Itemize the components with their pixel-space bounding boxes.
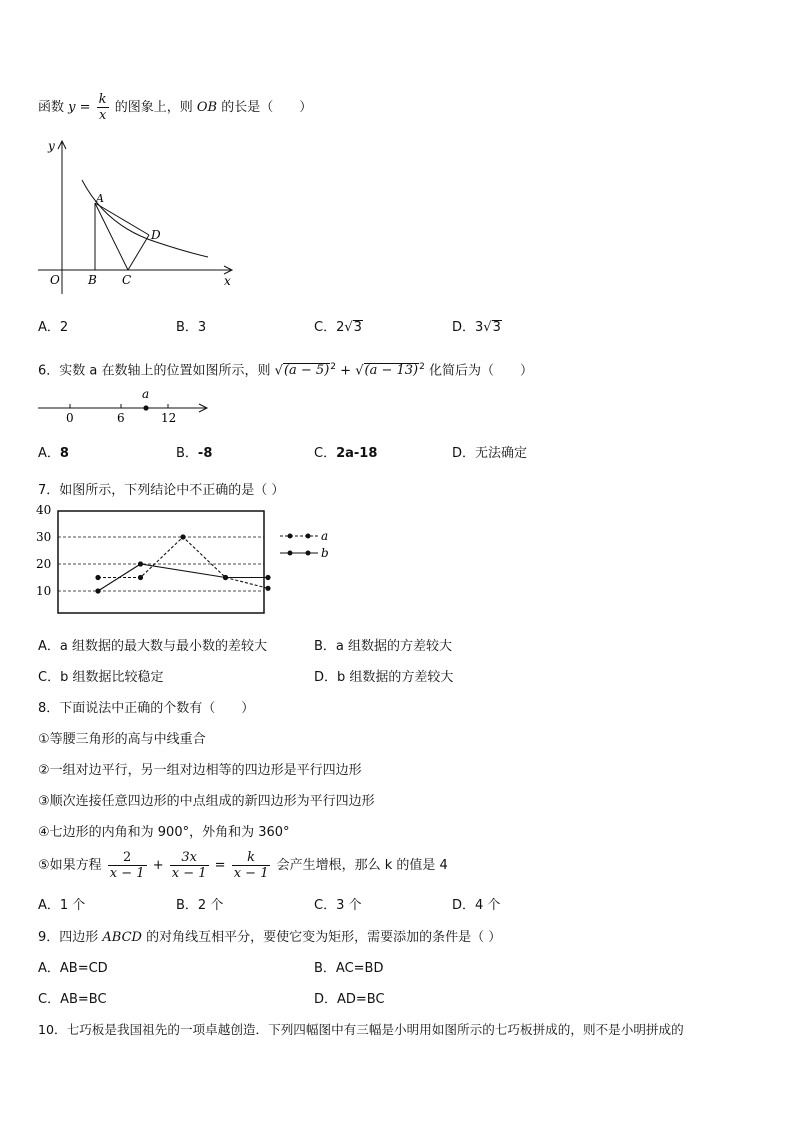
chart-frame xyxy=(58,511,264,613)
label-A: A xyxy=(96,192,104,205)
q5-option-d[interactable]: D．3√3 xyxy=(452,320,501,335)
series-a-point-3 xyxy=(180,534,185,539)
series-a-point-2 xyxy=(138,575,143,580)
q8-option-c[interactable]: C．3 个 xyxy=(314,898,362,913)
q9-stem: 9．四边形 ABCD 的对角线互相平分，要使它变为矩形，需要添加的条件是（ ） xyxy=(38,930,502,945)
y-tick-label-40: 40 xyxy=(36,504,52,517)
q8-stem: 8．下面说法中正确的个数有（ ） xyxy=(38,701,255,716)
q8-item-4: ④七边形的内角和为 900°，外角和为 360° xyxy=(38,825,290,840)
q5-option-b[interactable]: B．3 xyxy=(176,320,207,335)
q8-option-a[interactable]: A．1 个 xyxy=(38,898,86,913)
q5-option-c[interactable]: C．2√3 xyxy=(314,320,362,335)
q6-option-b[interactable]: B．-8 xyxy=(176,446,213,461)
q5-fraction: $\frac{k}{x}$ xyxy=(98,92,107,123)
q9-option-a[interactable]: A．AB=CD xyxy=(38,961,108,976)
q5-stem: 函数 y = $\frac{k}{x}$ 的图象上，则 OB 的长是（ ） xyxy=(38,92,313,123)
q7-option-a[interactable]: A．a 组数据的最大数与最小数的差较大 xyxy=(38,639,267,654)
segment-CD xyxy=(128,235,149,270)
q7-option-c[interactable]: C．b 组数据比较稳定 xyxy=(38,670,164,685)
q8-item-2: ②一组对边平行，另一组对边相等的四边形是平行四边形 xyxy=(38,763,362,778)
legend-marker-b-1 xyxy=(288,551,293,556)
label-O: O xyxy=(50,273,60,287)
chart-legend xyxy=(280,529,329,560)
q7-stem: 7．如图所示，下列结论中不正确的是（ ） xyxy=(38,483,285,498)
series-b-point-4 xyxy=(265,575,270,580)
tick-label-0: 0 xyxy=(66,411,74,425)
series-a-point-5 xyxy=(265,586,270,591)
series-a-line xyxy=(98,537,268,588)
label-C: C xyxy=(122,273,132,287)
series-b-point-1 xyxy=(95,588,100,593)
y-tick-label-20: 20 xyxy=(36,557,52,571)
label-D: D xyxy=(151,228,161,242)
q9-option-b[interactable]: B．AC=BD xyxy=(314,961,384,976)
point-a xyxy=(143,405,148,410)
q5-option-a[interactable]: A．2 xyxy=(38,320,69,335)
tick-label-12: 12 xyxy=(161,411,177,425)
label-x: x xyxy=(224,274,231,288)
label-y: y xyxy=(48,139,55,153)
y-tick-label-10: 10 xyxy=(36,584,52,598)
q6-number-line xyxy=(36,386,212,426)
q6-option-a[interactable]: A．8 xyxy=(38,446,69,461)
q8-item-3: ③顺次连接任意四边形的中点组成的新四边形为平行四边形 xyxy=(38,794,375,809)
q8-fraction-3: $\frac{k}{x - 1}$ xyxy=(233,850,269,881)
legend-label-b: b xyxy=(321,546,329,560)
tick-label-6: 6 xyxy=(117,411,125,425)
q5-hyperbola-graph xyxy=(36,136,240,298)
q7-option-b[interactable]: B．a 组数据的方差较大 xyxy=(314,639,453,654)
q8-fraction-1: $\frac{2}{x - 1}$ xyxy=(109,850,145,881)
q8-fraction-2: $\frac{3x}{x - 1}$ xyxy=(171,850,207,881)
label-B: B xyxy=(88,273,97,287)
legend-marker-a-1 xyxy=(288,534,293,539)
q6-stem: 6．实数 a 在数轴上的位置如图所示，则 $√(a - 5)^2 + √(a - 13)^2$ 化简后为（ ） xyxy=(38,362,533,379)
q8-option-d[interactable]: D．4 个 xyxy=(452,898,501,913)
q8-item-5: ⑤如果方程 $\frac{2}{x - 1}$ + $\frac{3x}{x - 1}$ = $\frac{k}{x - 1}$ 会产生增根，那么 k 的值是 4 xyxy=(38,850,448,881)
series-a-point-1 xyxy=(95,575,100,580)
q9-option-d[interactable]: D．AD=BC xyxy=(314,992,385,1007)
q7-option-d[interactable]: D．b 组数据的方差较大 xyxy=(314,670,454,685)
y-tick-label-30: 30 xyxy=(36,530,52,544)
q10-stem: 10．七巧板是我国祖先的一项卓越创造．下列四幅图中有三幅是小明用如图所示的七巧板拼成的，则不是小明拼成的 xyxy=(38,1022,684,1037)
q8-option-b[interactable]: B．2 个 xyxy=(176,898,224,913)
series-b-point-3 xyxy=(223,575,228,580)
q8-item-1: ①等腰三角形的高与中线重合 xyxy=(38,732,206,747)
q6-option-c[interactable]: C．2a-18 xyxy=(314,446,378,461)
q9-option-c[interactable]: C．AB=BC xyxy=(38,992,107,1007)
point-a-label: a xyxy=(142,387,150,401)
legend-marker-a-2 xyxy=(306,534,311,539)
legend-marker-b-2 xyxy=(306,551,311,556)
legend-label-a: a xyxy=(321,529,329,543)
q6-option-d[interactable]: D．无法确定 xyxy=(452,446,528,461)
series-b-point-2 xyxy=(138,561,143,566)
q7-line-chart xyxy=(34,504,334,616)
